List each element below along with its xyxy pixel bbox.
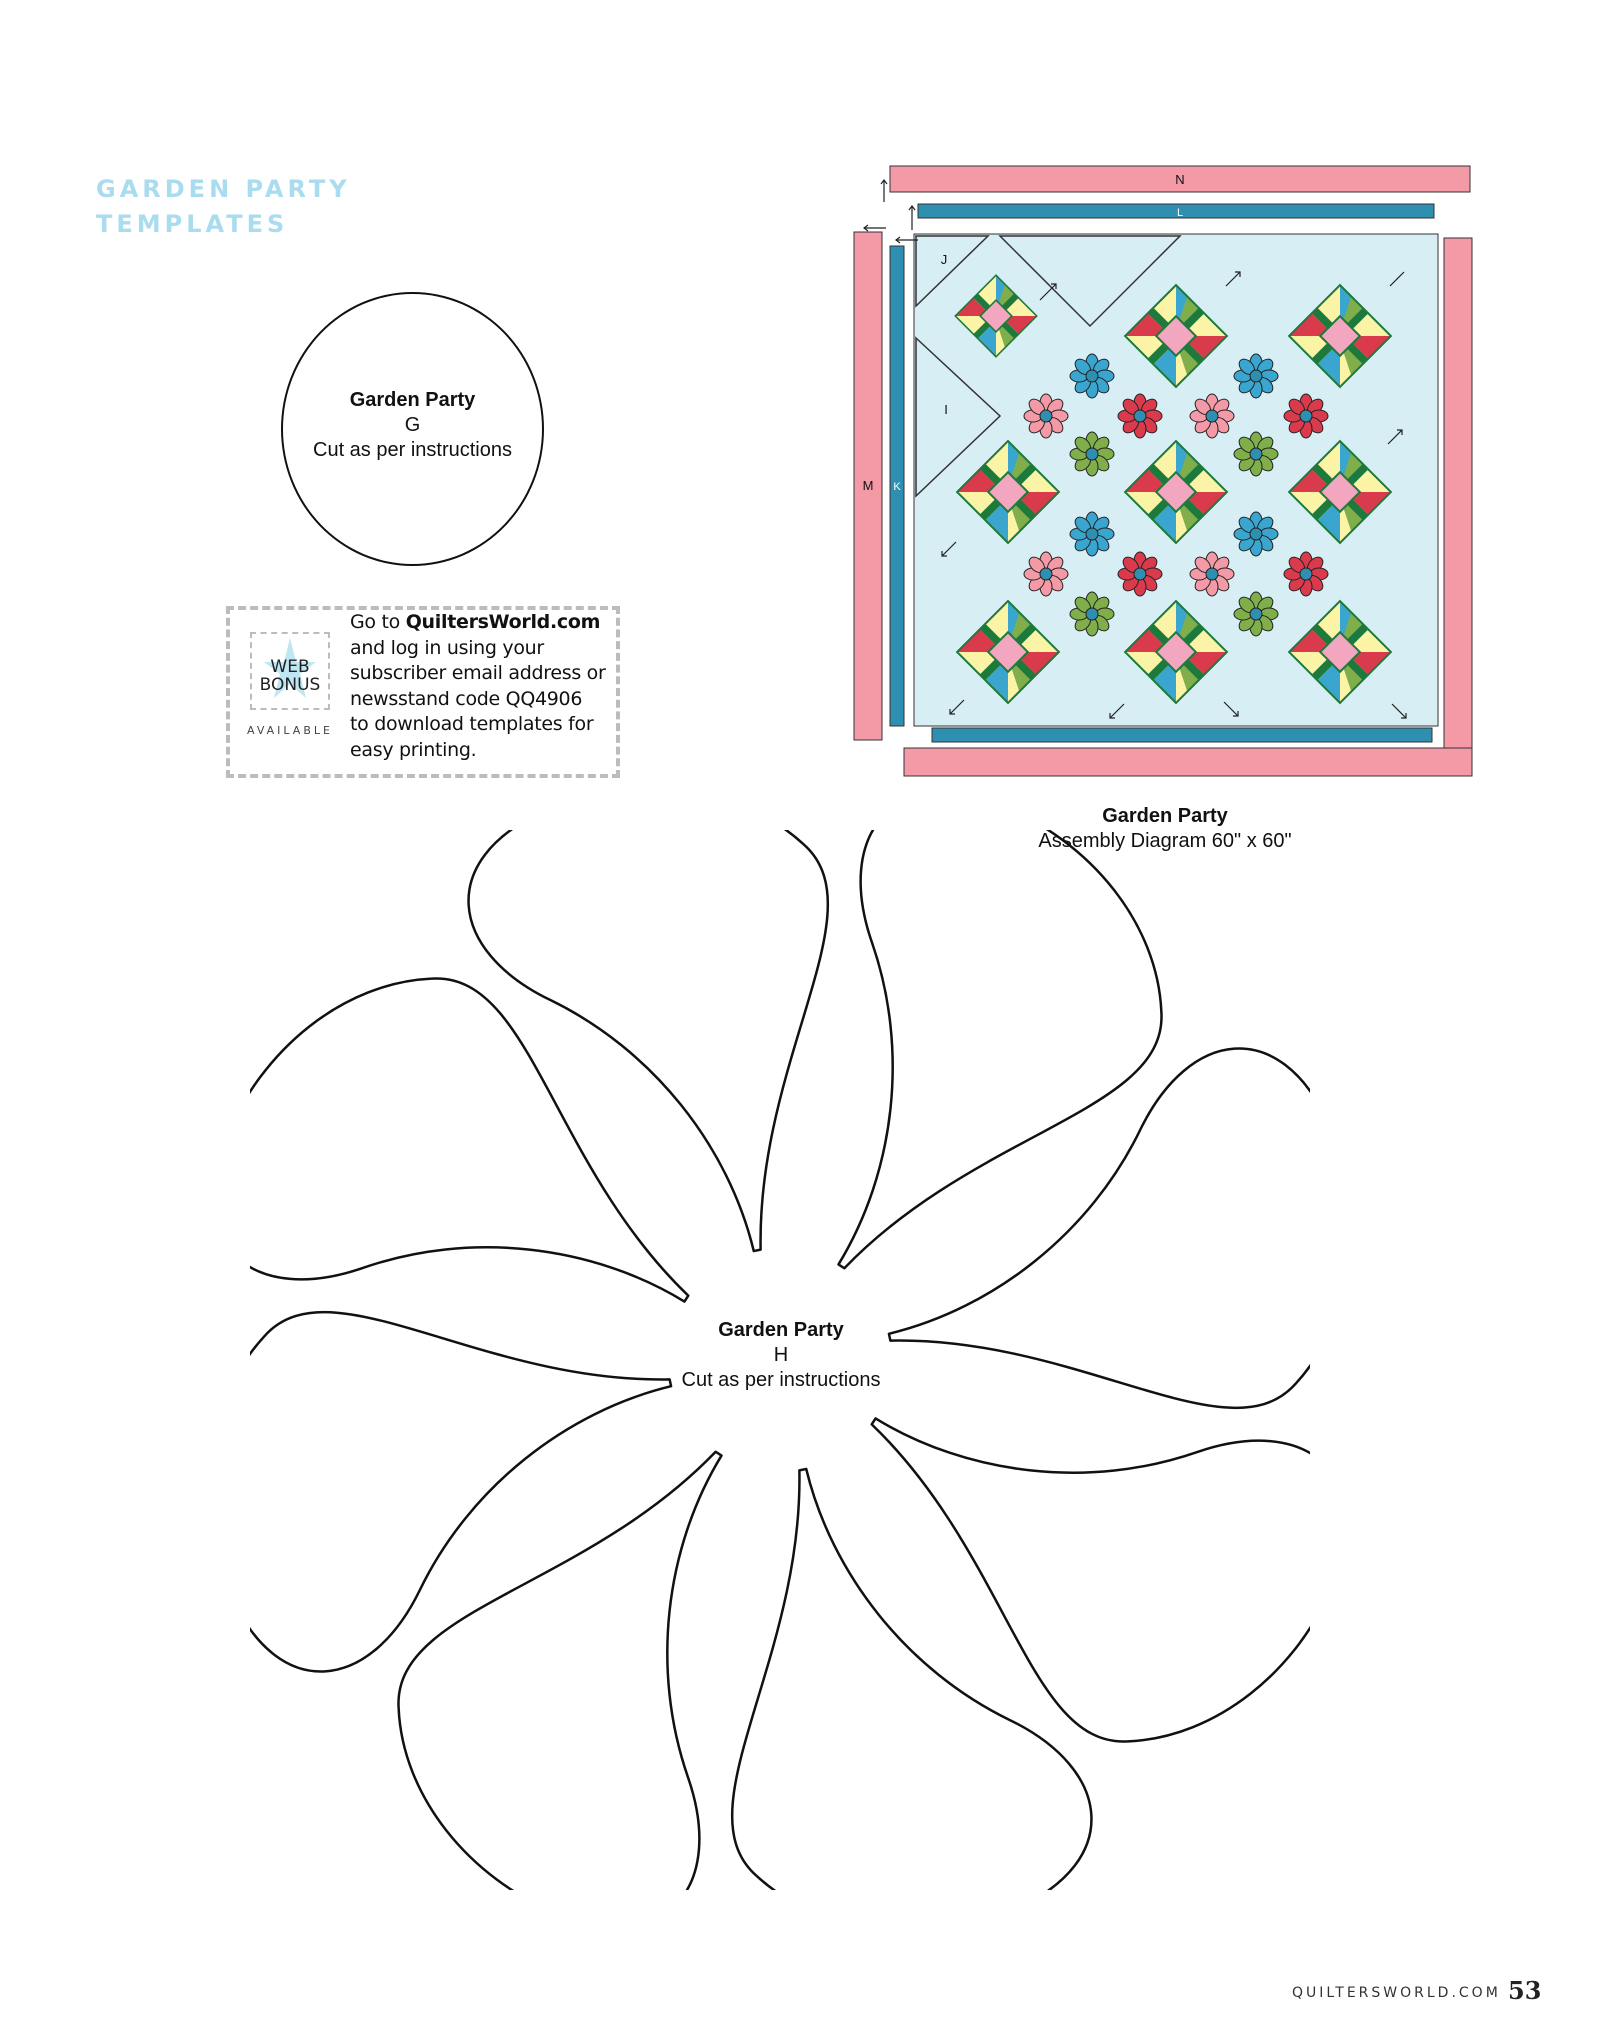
label-n: N [1175, 172, 1185, 187]
web-bonus-line3: AVAILABLE [247, 724, 333, 737]
flower-petal [846, 1031, 1310, 1478]
flower-petal [338, 1376, 896, 1890]
web-bonus-line: easy printing. [350, 738, 477, 761]
label-i: I [944, 402, 948, 417]
assembly-diagram-subtitle: Assembly Diagram 60" x 60" [1038, 830, 1292, 852]
template-h-name: Garden Party [718, 1319, 844, 1341]
web-bonus-prefix: Go to [350, 611, 406, 633]
template-g-name: Garden Party [349, 389, 476, 411]
template-h-instruction: Cut as per instructions [681, 1369, 881, 1391]
web-bonus-site-link[interactable]: QuiltersWorld.com [405, 611, 601, 633]
web-bonus-line: newsstand code QQ4906 [350, 687, 583, 710]
label-l: L [1176, 207, 1184, 219]
flower-petal [451, 830, 898, 1294]
web-bonus-badge [246, 628, 334, 748]
assembly-diagram [850, 158, 1482, 778]
section-title-line1: GARDEN PARTY [96, 175, 351, 203]
web-bonus-line2: BONUS [259, 675, 321, 695]
flower-petal [662, 1426, 1109, 1890]
template-h-label [626, 1318, 936, 1393]
template-g-letter: G [404, 414, 421, 436]
web-bonus-text [350, 610, 610, 763]
label-j: J [940, 252, 948, 267]
template-h-letter: H [773, 1344, 789, 1366]
web-bonus-line: to download templates for [350, 713, 594, 735]
flower-petal [250, 1242, 714, 1689]
footer-site: QUILTERSWORLD.COM [1292, 1985, 1501, 2001]
template-g-instruction: Cut as per instructions [313, 439, 512, 461]
section-title [96, 172, 351, 242]
page-number: 53 [1508, 1976, 1542, 2005]
label-k: K [893, 481, 901, 493]
label-m: M [862, 478, 874, 493]
section-title-line2: TEMPLATES [96, 210, 289, 238]
template-g-label [281, 388, 544, 463]
assembly-diagram-title: Garden Party [1102, 805, 1228, 827]
web-bonus-line: subscriber email address or [350, 662, 606, 684]
web-bonus-line: and log in using your [350, 636, 544, 659]
web-bonus-line1: WEB [270, 657, 310, 677]
flower-petal [664, 830, 1222, 1344]
